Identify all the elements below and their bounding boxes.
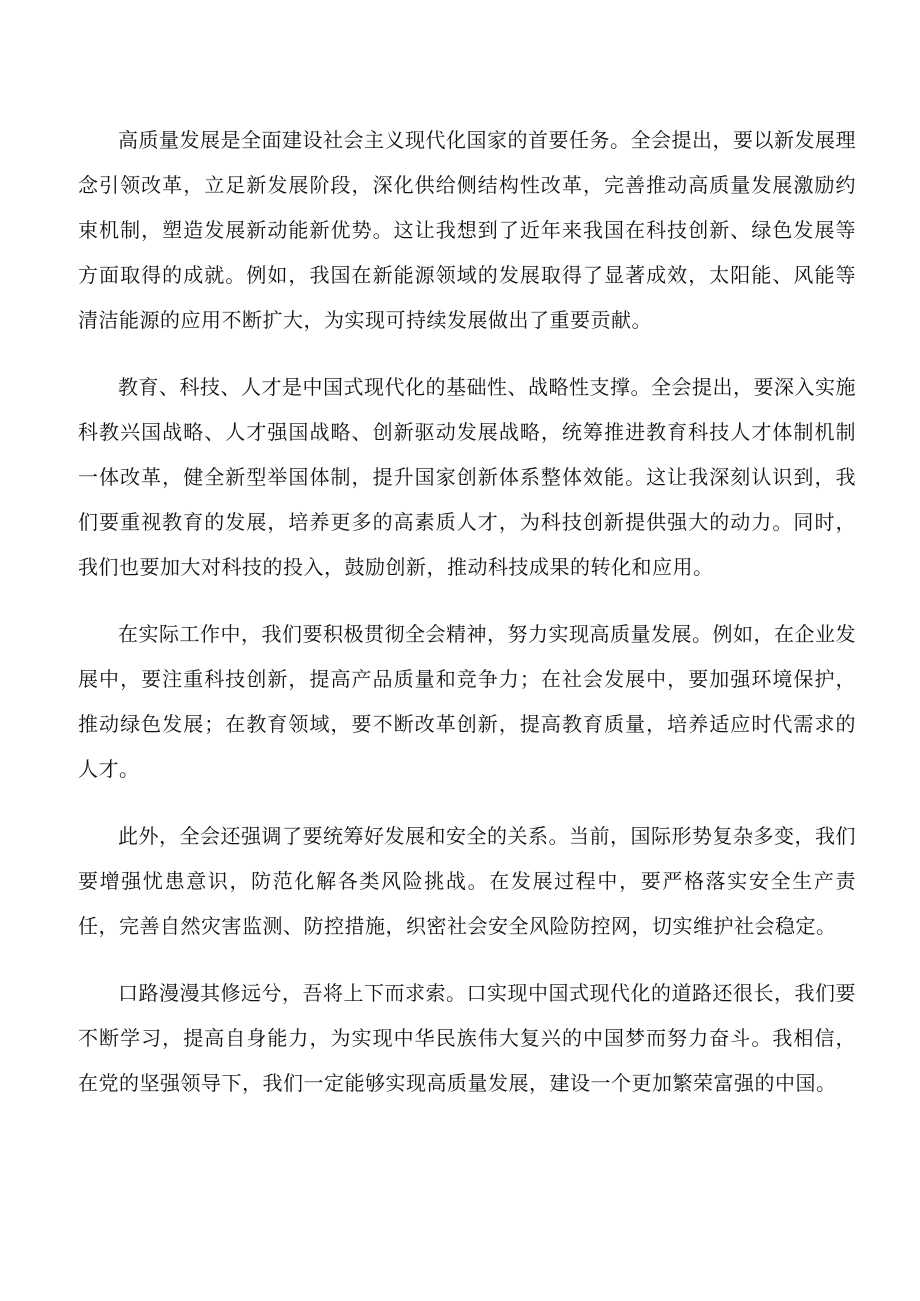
paragraph-5: 口路漫漫其修远兮，吾将上下而求索。口实现中国式现代化的道路还很长，我们要不断学习，提高自身能力，为实现中华民族伟大复兴的中国梦而努力奋斗。我相信，在党的坚强领导下，我们一定能够实现高质量发展，建设一个更加繁荣富强的中国。 (78, 981, 856, 1095)
document-body (78, 118, 856, 1128)
paragraph-1: 高质量发展是全面建设社会主义现代化国家的首要任务。全会提出，要以新发展理念引领改革，立足新发展阶段，深化供给侧结构性改革，完善推动高质量发展激励约束机制，塑造发展新动能新优势。这让我想到了近年来我国在科技创新、绿色发展等方面取得的成就。例如，我国在新能源领域的发展取得了显著成效，太阳能、风能等清洁能源的应用不断扩大，为实现可持续发展做出了重要贡献。 (78, 128, 856, 332)
paragraph-4: 此外，全会还强调了要统筹好发展和安全的关系。当前，国际形势复杂多变，我们要增强忧患意识，防范化解各类风险挑战。在发展过程中，要严格落实安全生产责任，完善自然灾害监测、防控措施，织密社会安全风险防控网，切实维护社会稳定。 (78, 824, 856, 938)
paragraph-2: 教育、科技、人才是中国式现代化的基础性、战略性支撑。全会提出，要深入实施科教兴国战略、人才强国战略、创新驱动发展战略，统筹推进教育科技人才体制机制一体改革，健全新型举国体制，提升国家创新体系整体效能。这让我深刻认识到，我们要重视教育的发展，培养更多的高素质人才，为科技创新提供强大的动力。同时，我们也要加大对科技的投入，鼓励创新，推动科技成果的转化和应用。 (78, 375, 856, 579)
paragraph-3: 在实际工作中，我们要积极贯彻全会精神，努力实现高质量发展。例如，在企业发展中，要注重科技创新，提高产品质量和竞争力；在社会发展中，要加强环境保护，推动绿色发展；在教育领域，要不断改革创新，提高教育质量，培养适应时代需求的人才。 (78, 622, 856, 781)
